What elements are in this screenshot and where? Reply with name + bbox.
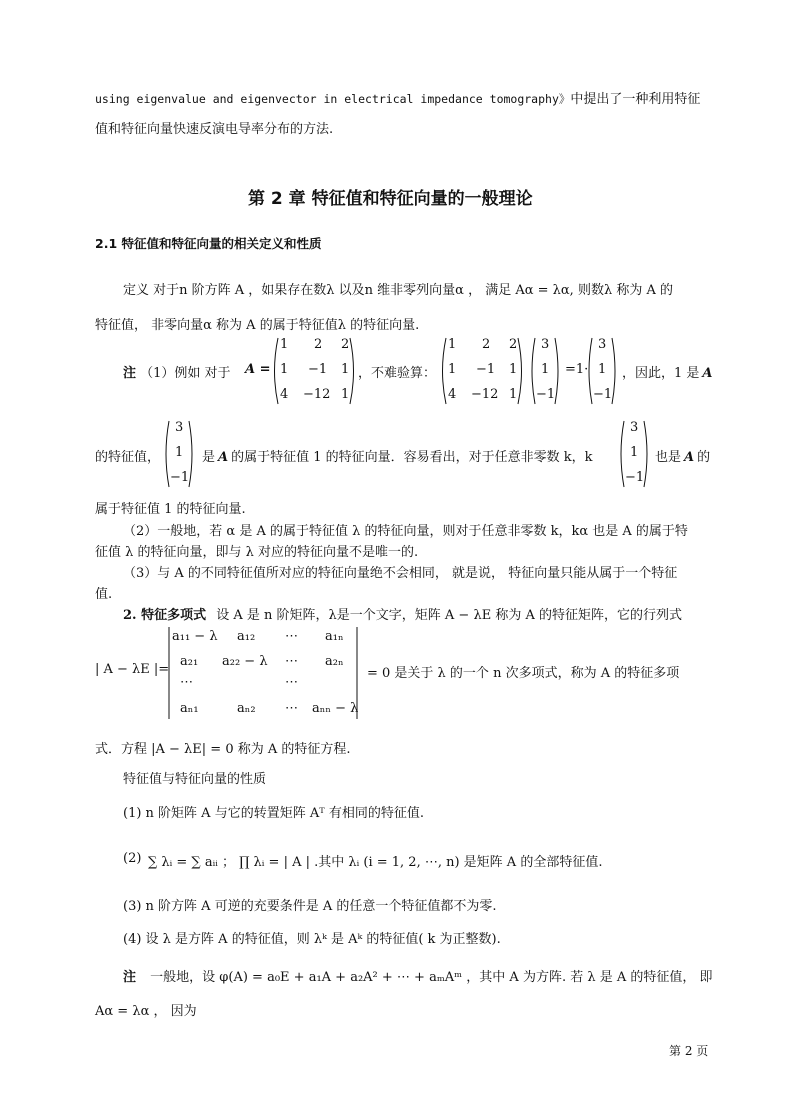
final-note-line1 — [123, 966, 713, 985]
det-cell: ⋯ — [285, 675, 298, 690]
vector-cell: −1 — [625, 470, 645, 485]
text: 是 — [202, 450, 216, 465]
note1-line2-start: 的特征值， — [95, 450, 161, 465]
det-cell: a₁₁ − λ — [172, 629, 218, 644]
matrix-A-repeat — [438, 335, 526, 407]
final-note-line2: Aα = λα ， 因为 — [95, 1004, 197, 1019]
char-eq-line: 式．方程 |A − λE| = 0 称为 A 的特征方程. — [95, 742, 351, 757]
det-cell: a₂₁ — [180, 654, 199, 669]
det-cell: ⋯ — [285, 654, 298, 669]
det-cell: a₁ₙ — [325, 629, 344, 644]
note1-prefix — [123, 362, 231, 381]
matrix-cell: 1 — [509, 387, 518, 402]
det-cell: aₙ₁ — [180, 701, 199, 716]
page-number: 第 2 页 — [669, 1044, 709, 1058]
det-cell: ⋯ — [285, 629, 298, 644]
vector-cell: 1 — [175, 445, 184, 460]
property-2-label: (2) — [123, 851, 142, 866]
vector-cell: 1 — [630, 445, 639, 460]
vector-alpha — [528, 335, 562, 407]
note2-line1: （2）一般地，若 α 是 A 的属于特征值 λ 的特征向量，则对于任意非零数 k，kα 也是 A 的属于特 — [123, 524, 688, 539]
properties-heading: 特征值与特征向量的性质 — [123, 772, 267, 787]
note1-line2-end — [655, 446, 710, 465]
det-cell: ⋯ — [180, 675, 193, 690]
note3-line1: （3）与 A 的不同特征值所对应的特征向量绝不会相同， 就是说， 特征向量只能从属于一个特征 — [123, 566, 678, 581]
det-cell: aₙ₂ — [237, 701, 256, 716]
matrix-symbol: A — [684, 450, 695, 465]
matrix-A — [270, 335, 358, 407]
note3-line2: 值. — [95, 587, 113, 602]
determinant — [167, 625, 361, 721]
vector-k-times — [617, 418, 651, 490]
char-poly-heading: 2. 特征多项式 — [123, 608, 207, 623]
section-title: 2.1 特征值和特征向量的相关定义和性质 — [95, 236, 322, 251]
matrix-cell: 1 — [341, 362, 350, 377]
definition-line-1: 定义 对于n 阶方阵 A ，如果存在数λ 以及n 维非零列向量α ， 满足 Aα = λα, 则数λ 称为 A 的 — [123, 283, 673, 298]
matrix-cell: 1 — [448, 362, 457, 377]
det-cell: a₁₂ — [237, 629, 256, 644]
text: 的属于特征值 1 的特征向量．容易看出，对于任意非零数 k，k — [231, 450, 593, 465]
intro-line-2: 值和特征向量快速反演电导率分布的方法. — [95, 122, 334, 137]
vector-cell: 3 — [630, 420, 639, 435]
matrix-cell: −1 — [308, 362, 328, 377]
vector-cell: −1 — [593, 387, 613, 402]
det-cell: aₙₙ − λ — [312, 701, 359, 716]
matrix-cell: 4 — [448, 387, 457, 402]
note1-after — [622, 362, 713, 381]
property-2: ∑ λᵢ = ∑ aᵢᵢ ； ∏ λᵢ = | A | .其中 λᵢ (i = 1, 2, ⋯, n) 是矩阵 A 的全部特征值. — [148, 855, 603, 870]
matrix-cell: −12 — [303, 387, 331, 402]
note-label: 注 — [123, 970, 137, 985]
final-note-text: 一般地，设 φ(A) = a₀E + a₁A + a₂A² + ⋯ + aₘAᵐ ，其中 A 为方阵. 若 λ 是 A 的特征值， 即 — [150, 970, 713, 985]
matrix-cell: 4 — [280, 387, 289, 402]
note1-example-text: （1）例如 对于 — [140, 366, 231, 381]
note1-mid-text: ，不难验算： — [358, 366, 437, 381]
char-poly-line1 — [123, 604, 682, 623]
matrix-symbol: A — [702, 366, 713, 381]
vector-cell: −1 — [170, 470, 190, 485]
note1-line2-mid — [202, 446, 593, 465]
det-rhs: = 0 是关于 λ 的一个 n 次多项式，称为 A 的特征多项 — [367, 666, 680, 681]
matrix-cell: 1 — [509, 362, 518, 377]
det-cell: ⋯ — [285, 701, 298, 716]
vector-cell: 3 — [541, 337, 550, 352]
note-label: 注 — [123, 366, 137, 381]
det-cell: a₂ₙ — [325, 654, 344, 669]
matrix-cell: 1 — [280, 337, 289, 352]
matrix-cell: 1 — [280, 362, 289, 377]
intro-chinese-text: 中提出了一种利用特征 — [570, 92, 701, 107]
matrix-cell: −12 — [471, 387, 499, 402]
note1-after-text: ，因此，1 是 — [622, 366, 700, 381]
vector-eigen — [162, 418, 196, 490]
matrix-cell: 2 — [341, 337, 350, 352]
equals-scalar: =1· — [565, 362, 589, 377]
matrix-cell: −1 — [476, 362, 496, 377]
property-1: (1) n 阶矩阵 A 与它的转置矩阵 Aᵀ 有相同的特征值. — [123, 806, 424, 821]
det-lhs: | A − λE |= — [95, 662, 170, 677]
note2-line2: 征值 λ 的特征向量，即与 λ 对应的特征向量不是唯一的. — [95, 545, 419, 560]
intro-line-1 — [95, 88, 700, 107]
vector-alpha-result — [585, 335, 619, 407]
intro-english-title: using eigenvalue and eigenvector in electrical impedance tomography》 — [95, 92, 571, 106]
det-cell: a₂₂ − λ — [222, 654, 268, 669]
vector-cell: −1 — [536, 387, 556, 402]
matrix-cell: 1 — [448, 337, 457, 352]
char-poly-text: 设 A 是 n 阶矩阵，λ是一个文字，矩阵 A − λE 称为 A 的特征矩阵，它的行列式 — [216, 608, 682, 623]
chapter-title: 第 2 章 特征值和特征向量的一般理论 — [248, 189, 533, 209]
vector-cell: 1 — [541, 362, 550, 377]
definition-line-2: 特征值， 非零向量α 称为 A 的属于特征值λ 的特征向量. — [95, 318, 420, 333]
matrix-cell: 1 — [341, 387, 350, 402]
note1-line3: 属于特征值 1 的特征向量. — [95, 502, 246, 517]
vector-cell: 1 — [598, 362, 607, 377]
matrix-cell: 2 — [509, 337, 518, 352]
matrix-symbol: A — [218, 450, 229, 465]
matrix-cell: 2 — [314, 337, 323, 352]
text: 的 — [697, 450, 711, 465]
text: 也是 — [655, 450, 682, 465]
vector-cell: 3 — [175, 420, 184, 435]
matrix-cell: 2 — [482, 337, 491, 352]
matrix-A-label: A = — [245, 362, 271, 377]
property-4: (4) 设 λ 是方阵 A 的特征值，则 λᵏ 是 Aᵏ 的特征值( k 为正整数). — [123, 932, 501, 947]
vector-cell: 3 — [598, 337, 607, 352]
property-3: (3) n 阶方阵 A 可逆的充要条件是 A 的任意一个特征值都不为零. — [123, 899, 497, 914]
